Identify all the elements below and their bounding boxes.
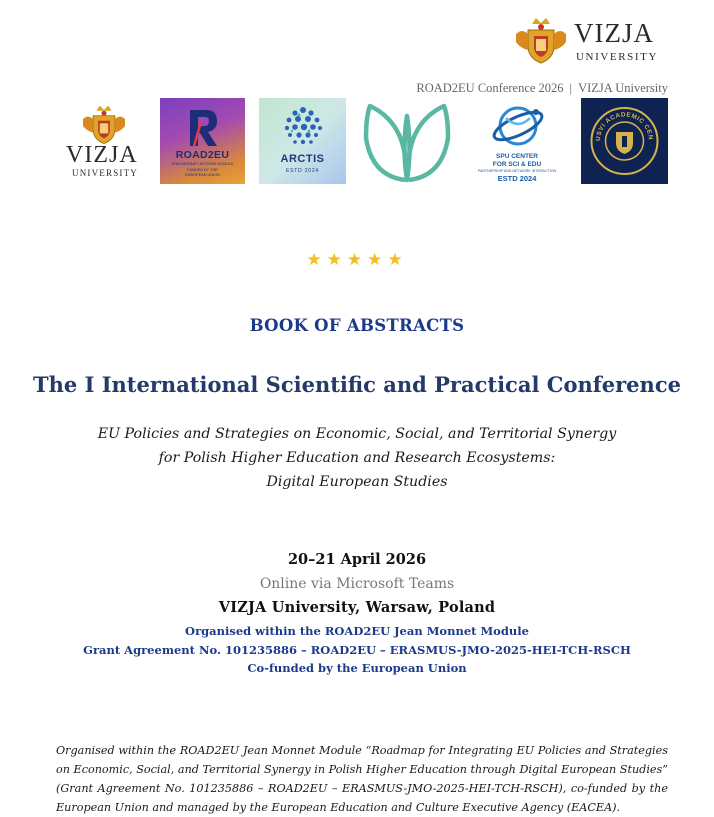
crest-icon — [78, 104, 130, 146]
arctis-title: ARCTIS — [280, 153, 325, 165]
leaf-logo — [362, 98, 452, 184]
host-university: VIZJA University, Warsaw, Poland — [218, 599, 496, 616]
road2eu-logo — [160, 98, 245, 184]
shield-seal-icon — [581, 98, 668, 184]
road2eu-line3: EUROPEAN UNION — [185, 173, 220, 177]
usvi-seal-text: USVI ACADEMIC CEN — [594, 111, 655, 142]
arctis-estd: ESTD 2024 — [285, 168, 320, 174]
funding-note: Organised within the ROAD2EU Jean Monnet Module “Roadmap for Integrating EU Policies and Strategies on Economic, Social, and Territorial Synergy in Polish Higher Education through Digital European Studies” (Grant Agreement No. 101235886 – ROAD2EU – ERASMUS-JMO-2025-HEI-TCH-RSCH), co-funded by the European Union and managed by the European Education and Culture Executive Agency (EACEA). — [56, 744, 668, 814]
header-logo-name: VIZJA — [574, 18, 654, 48]
conference-dates: 20–21 April 2026 — [287, 551, 427, 568]
vizja-logo-name: VIZJA — [66, 142, 138, 168]
globe-orbit-icon — [490, 100, 546, 152]
spu-line1: SPU CENTER — [496, 153, 538, 160]
header-logo-sub: UNIVERSITY — [576, 51, 658, 63]
vizja-logo — [62, 98, 146, 184]
spu-center-logo — [468, 98, 566, 184]
header-running-title — [416, 81, 668, 96]
spu-line4: ESTD 2024 — [497, 174, 537, 183]
header-conference: ROAD2EU Conference 2026 — [416, 81, 564, 95]
grant-agreement: Grant Agreement No. 101235886 – ROAD2EU – ERASMUS-JMO-2025-HEI-TCH-RSCH — [83, 643, 631, 657]
conference-title: The I International Scientific and Practical Conference — [33, 372, 681, 397]
header-separator: | — [569, 81, 573, 95]
vizja-logo-sub: UNIVERSITY — [72, 168, 138, 178]
spu-line3: PARTNERSHIP AND NETWORK INTERACTION — [477, 169, 557, 173]
organised-within: Organised within the ROAD2EU Jean Monnet Module — [185, 624, 529, 638]
cofunded-by: Co-funded by the European Union — [247, 661, 467, 675]
crest-icon — [512, 16, 570, 66]
header-university: VIZJA University — [578, 81, 668, 95]
spu-line2: FOR SCI & EDU — [492, 161, 542, 168]
theme-line-3: Digital European Studies — [266, 474, 448, 490]
dot-sphere-icon — [281, 104, 325, 150]
theme-line-2: for Polish Higher Education and Research Ecosystems: — [158, 450, 556, 466]
road-r-icon — [186, 108, 220, 148]
book-title: BOOK OF ABSTRACTS — [249, 316, 465, 335]
arctis-logo — [259, 98, 346, 184]
leaf-icon — [362, 98, 452, 184]
usvi-academic-center-logo — [581, 98, 668, 184]
conference-venue-online: Online via Microsoft Teams — [259, 576, 455, 592]
theme-line-1: EU Policies and Strategies on Economic, Social, and Territorial Synergy — [97, 426, 617, 442]
road2eu-line1: JEAN MONNET ACTIONS MODULE — [171, 162, 234, 166]
conference-theme — [0, 422, 714, 494]
vizja-header-logo — [512, 14, 668, 70]
road2eu-line2: FUNDED BY THE — [187, 168, 218, 172]
road2eu-title: ROAD2EU — [175, 149, 230, 161]
star-rating: ★★★★★ — [306, 250, 408, 270]
